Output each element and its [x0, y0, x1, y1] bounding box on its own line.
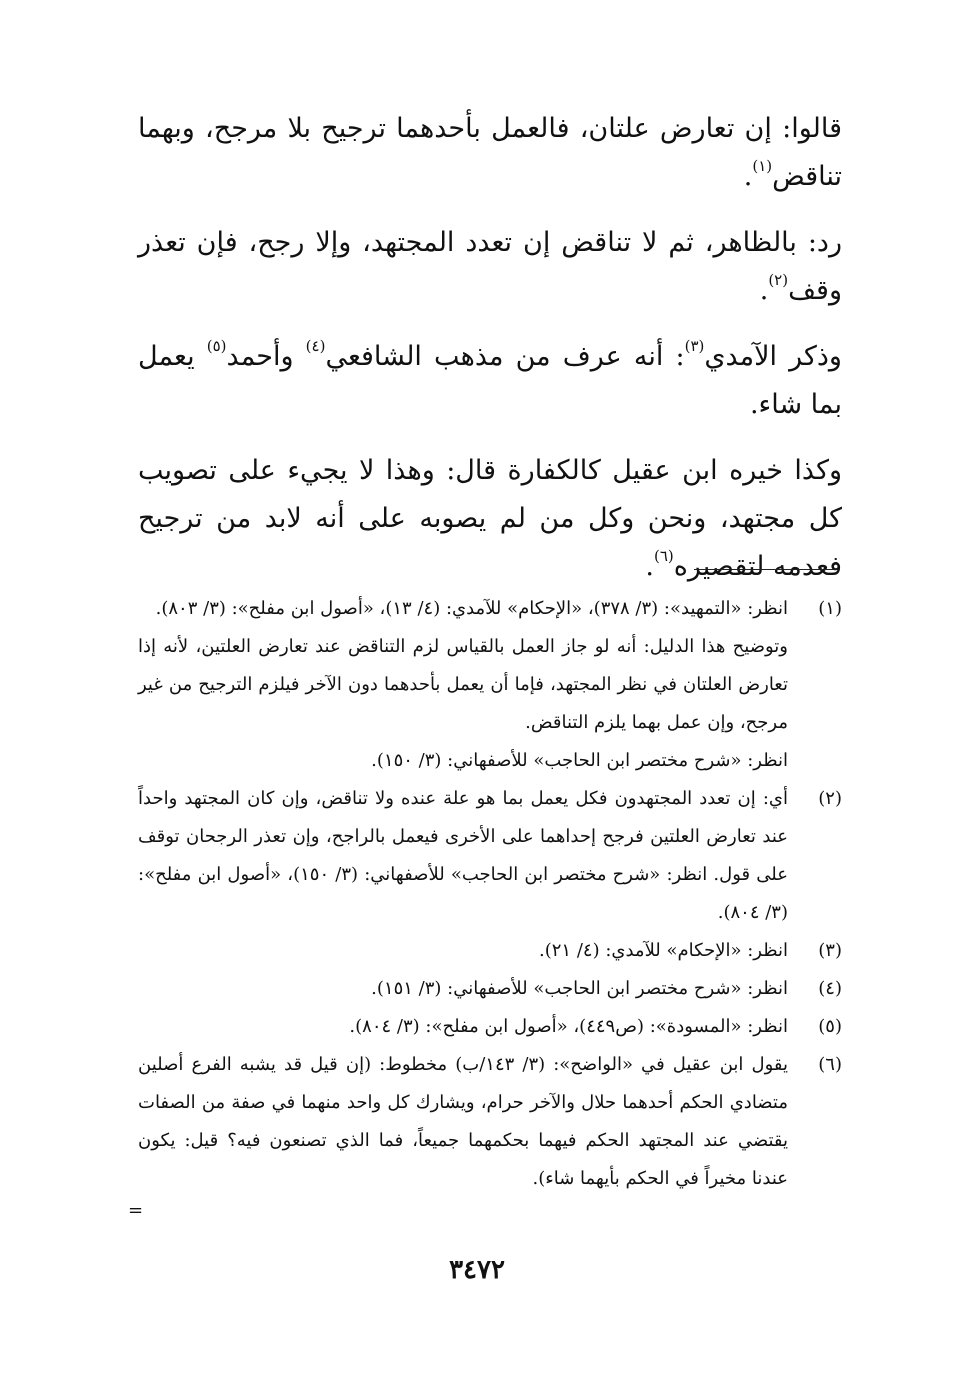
paragraph-text: قالوا: إن تعارض علتان، فالعمل بأحدهما ترجيح بلا مرجح، وبهما تناقض [138, 113, 843, 192]
footnote-3 [138, 932, 842, 970]
footnote-5 [138, 1008, 842, 1046]
continuation-mark: = [128, 1200, 144, 1221]
footnote-line: يقول ابن عقيل في «الواضح»: (٣/ ١٤٣/ب) مخطوط: (إن قيل قد يشبه الفرع أصلين متضادي الحكم أحدهما حلال والآخر حرام، ويشارك كل واحد منهما في صفة من الصفات يقتضي عند المجتهد الحكم فيهما بحكمهما جميعاً، فما الذي تصنعون فيه؟ قيل: يكون عندنا مخيراً في الحكم بأيهما شاء). [138, 1054, 788, 1189]
footnote-line: انظر: «الإحكام» للآمدي: (٤/ ٢١). [539, 940, 788, 961]
paragraph-3 [138, 333, 842, 429]
paragraph-text: وكذا خيره ابن عقيل كالكفارة قال: وهذا لا يجيء على تصويب كل مجتهد، ونحن وكل من لم يصوبه على أنه لابد من ترجيح فعدمه لتقصيره [138, 455, 842, 582]
footnote-ref: (٤) [305, 337, 326, 355]
footnote-separator [694, 569, 840, 570]
paragraph-text: وأحمد [226, 341, 306, 372]
footnote-number: (١) [818, 598, 842, 619]
footnote-ref: (١) [752, 157, 773, 175]
footnote-line: انظر: «التمهيد»: (٣/ ٣٧٨)، «الإحكام» للآمدي: (٤/ ١٣)، «أصول ابن مفلح»: (٣/ ٨٠٣). [155, 598, 788, 619]
footnote-number: (٤) [818, 978, 842, 999]
paragraph-1 [138, 105, 842, 201]
footnote-body [138, 932, 788, 970]
footnote-body [138, 1046, 788, 1198]
footnote-body [138, 590, 788, 780]
page-number: ٣٤٧٢ [449, 1255, 505, 1285]
footnote-body [138, 970, 788, 1008]
footnote-6 [138, 1046, 842, 1198]
paragraph-text: رد: بالظاهر، ثم لا تناقض إن تعدد المجتهد، وإلا رجح، فإن تعذر وقف [138, 227, 842, 306]
footnote-number: (٥) [818, 1016, 842, 1037]
footnote-body [138, 1008, 788, 1046]
paragraph-text: : أنه عرف من مذهب الشافعي [325, 341, 685, 372]
paragraph-tail: . [759, 275, 769, 306]
footnote-4 [138, 970, 842, 1008]
footnote-number: (٦) [818, 1054, 842, 1075]
paragraph-2 [138, 219, 842, 315]
footnote-body [138, 780, 788, 932]
footnote-ref: (٣) [684, 337, 705, 355]
footnote-line: أي: إن تعدد المجتهدون فكل يعمل بما هو علة عنده ولا تناقض، وإن كان المجتهد واحداً عند تعارض العلتين فرجح إحداهما على الأخرى فيعمل بالراجح، وإن تعذر الرجحان توقف على قول. انظر: «شرح مختصر ابن الحاجب» للأصفهاني: (٣/ ١٥٠)، «أصول ابن مفلح»: (٣/ ٨٠٤). [138, 788, 788, 923]
footnote-line: انظر: «شرح مختصر ابن الحاجب» للأصفهاني: (٣/ ١٥٠). [371, 750, 788, 771]
footnote-line: وتوضيح هذا الدليل: أنه لو جاز العمل بالقياس لزم التناقض عند تعارض العلتين، لأنه إذا تعارض العلتان في نظر المجتهد، فإما أن يعمل بأحدهما دون الآخر فيلزم الترجيح من غير مرجح، وإن عمل بهما يلزم التناقض. [138, 636, 788, 733]
footnote-number: (٣) [818, 940, 842, 961]
paragraph-tail: . [645, 551, 654, 582]
footnote-number: (٢) [818, 788, 842, 809]
footnote-ref: (٦) [653, 547, 674, 565]
paragraph-text: يعمل بما شاء. [138, 341, 842, 420]
main-text [138, 105, 842, 609]
footnote-ref: (٥) [206, 337, 227, 355]
paragraph-text: وذكر الآمدي [704, 341, 842, 372]
footnote-line: انظر: «شرح مختصر ابن الحاجب» للأصفهاني: (٣/ ١٥١). [371, 978, 788, 999]
footnote-line: انظر: «المسودة»: (ص٤٤٩)، «أصول ابن مفلح»: (٣/ ٨٠٤). [349, 1016, 788, 1037]
paragraph-tail: . [743, 161, 753, 192]
footnotes [138, 590, 842, 1198]
footnote-2 [138, 780, 842, 932]
footnote-ref: (٢) [768, 271, 789, 289]
footnote-1 [138, 590, 842, 780]
